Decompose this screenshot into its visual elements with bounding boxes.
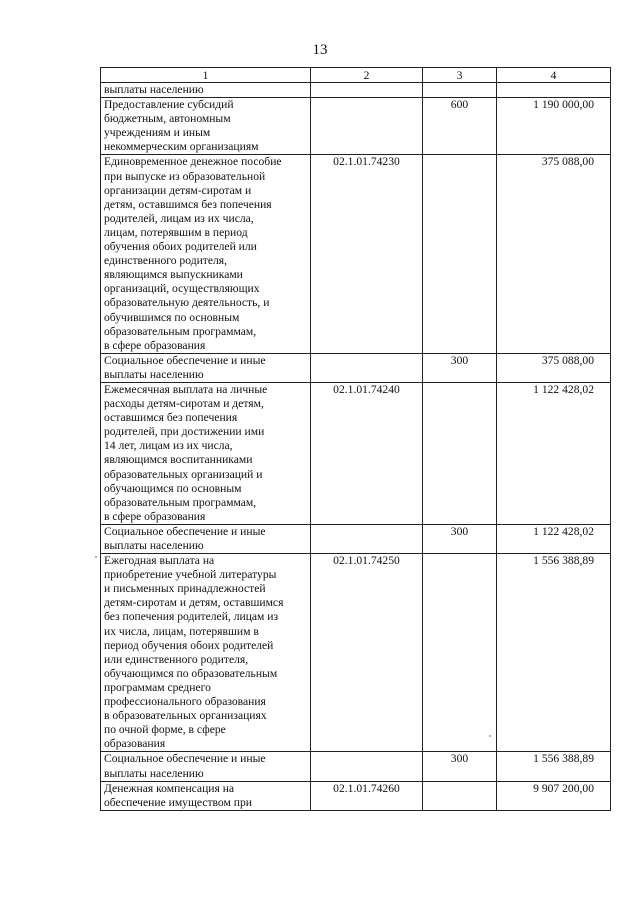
- budget-table-body: [101, 68, 611, 811]
- column-header-2: 2: [311, 68, 423, 83]
- row-type: [423, 554, 497, 752]
- row-type: [423, 83, 497, 98]
- row-code: [311, 752, 423, 781]
- row-name: выплаты населению: [101, 83, 311, 98]
- table-row: [101, 83, 611, 98]
- page-number: 13: [312, 42, 328, 58]
- row-amount: 9 907 200,00: [497, 781, 611, 810]
- column-header-1: 1: [101, 68, 311, 83]
- row-code: 02.1.01.74230: [311, 155, 423, 353]
- table-row: [101, 752, 611, 781]
- column-header-3: 3: [423, 68, 497, 83]
- table-row: [101, 155, 611, 353]
- scan-speck: [489, 735, 491, 737]
- row-name: Социальное обеспечение и иные выплаты населению: [101, 524, 311, 553]
- column-header-4: 4: [497, 68, 611, 83]
- row-type: 300: [423, 524, 497, 553]
- row-type: [423, 781, 497, 810]
- row-amount: 375 088,00: [497, 353, 611, 382]
- row-code: [311, 353, 423, 382]
- row-amount: [497, 83, 611, 98]
- row-amount: 375 088,00: [497, 155, 611, 353]
- scan-speck: [95, 556, 97, 558]
- row-name: Социальное обеспечение и иные выплаты населению: [101, 752, 311, 781]
- row-code: [311, 83, 423, 98]
- row-code: 02.1.01.74260: [311, 781, 423, 810]
- row-amount: 1 122 428,02: [497, 382, 611, 524]
- row-amount: 1 556 388,89: [497, 752, 611, 781]
- table-row: [101, 781, 611, 810]
- row-type: 300: [423, 353, 497, 382]
- table-row: [101, 353, 611, 382]
- row-name: Предоставление субсидий бюджетным, автономным учреждениям и иным некоммерческим организациям: [101, 98, 311, 155]
- header-row: [101, 68, 611, 83]
- row-name: Ежемесячная выплата на личные расходы детям-сиротам и детям, оставшимся без попечения родителей, при достижении ими 14 лет, лицам из их числа, являющимся воспитанниками образовательных организаций и обучающимся по основным образовательным программам, в сфере образования: [101, 382, 311, 524]
- row-amount: 1 122 428,02: [497, 524, 611, 553]
- row-amount: 1 190 000,00: [497, 98, 611, 155]
- row-type: 600: [423, 98, 497, 155]
- row-name: Денежная компенсация на обеспечение имуществом при: [101, 781, 311, 810]
- table-row: [101, 98, 611, 155]
- row-name: Социальное обеспечение и иные выплаты населению: [101, 353, 311, 382]
- row-type: [423, 155, 497, 353]
- row-code: [311, 524, 423, 553]
- row-code: 02.1.01.74250: [311, 554, 423, 752]
- budget-table: [100, 67, 611, 811]
- row-name: Единовременное денежное пособие при выпуске из образовательной организации детям-сиротам и детям, оставшимся без попечения родителей, лицам из их числа, лицам, потерявшим в период обучения обоих родителей или единственного родителя, являющимся выпускниками организаций, осуществляющих образовательную деятельность, и обучившимся по основным образовательным программам, в сфере образования: [101, 155, 311, 353]
- row-code: [311, 98, 423, 155]
- row-type: [423, 382, 497, 524]
- table-row: [101, 524, 611, 553]
- table-row: [101, 554, 611, 752]
- row-amount: 1 556 388,89: [497, 554, 611, 752]
- row-type: 300: [423, 752, 497, 781]
- row-code: 02.1.01.74240: [311, 382, 423, 524]
- row-name: Ежегодная выплата на приобретение учебной литературы и письменных принадлежностей детям-сиротам и детям, оставшимся без попечения родителей, лицам из их числа, лицам, потерявшим в период обучения обоих родителей или единственного родителя, обучающимся по образовательным программам среднего профессионального образования в образовательных организациях по очной форме, в сфере образования: [101, 554, 311, 752]
- table-row: [101, 382, 611, 524]
